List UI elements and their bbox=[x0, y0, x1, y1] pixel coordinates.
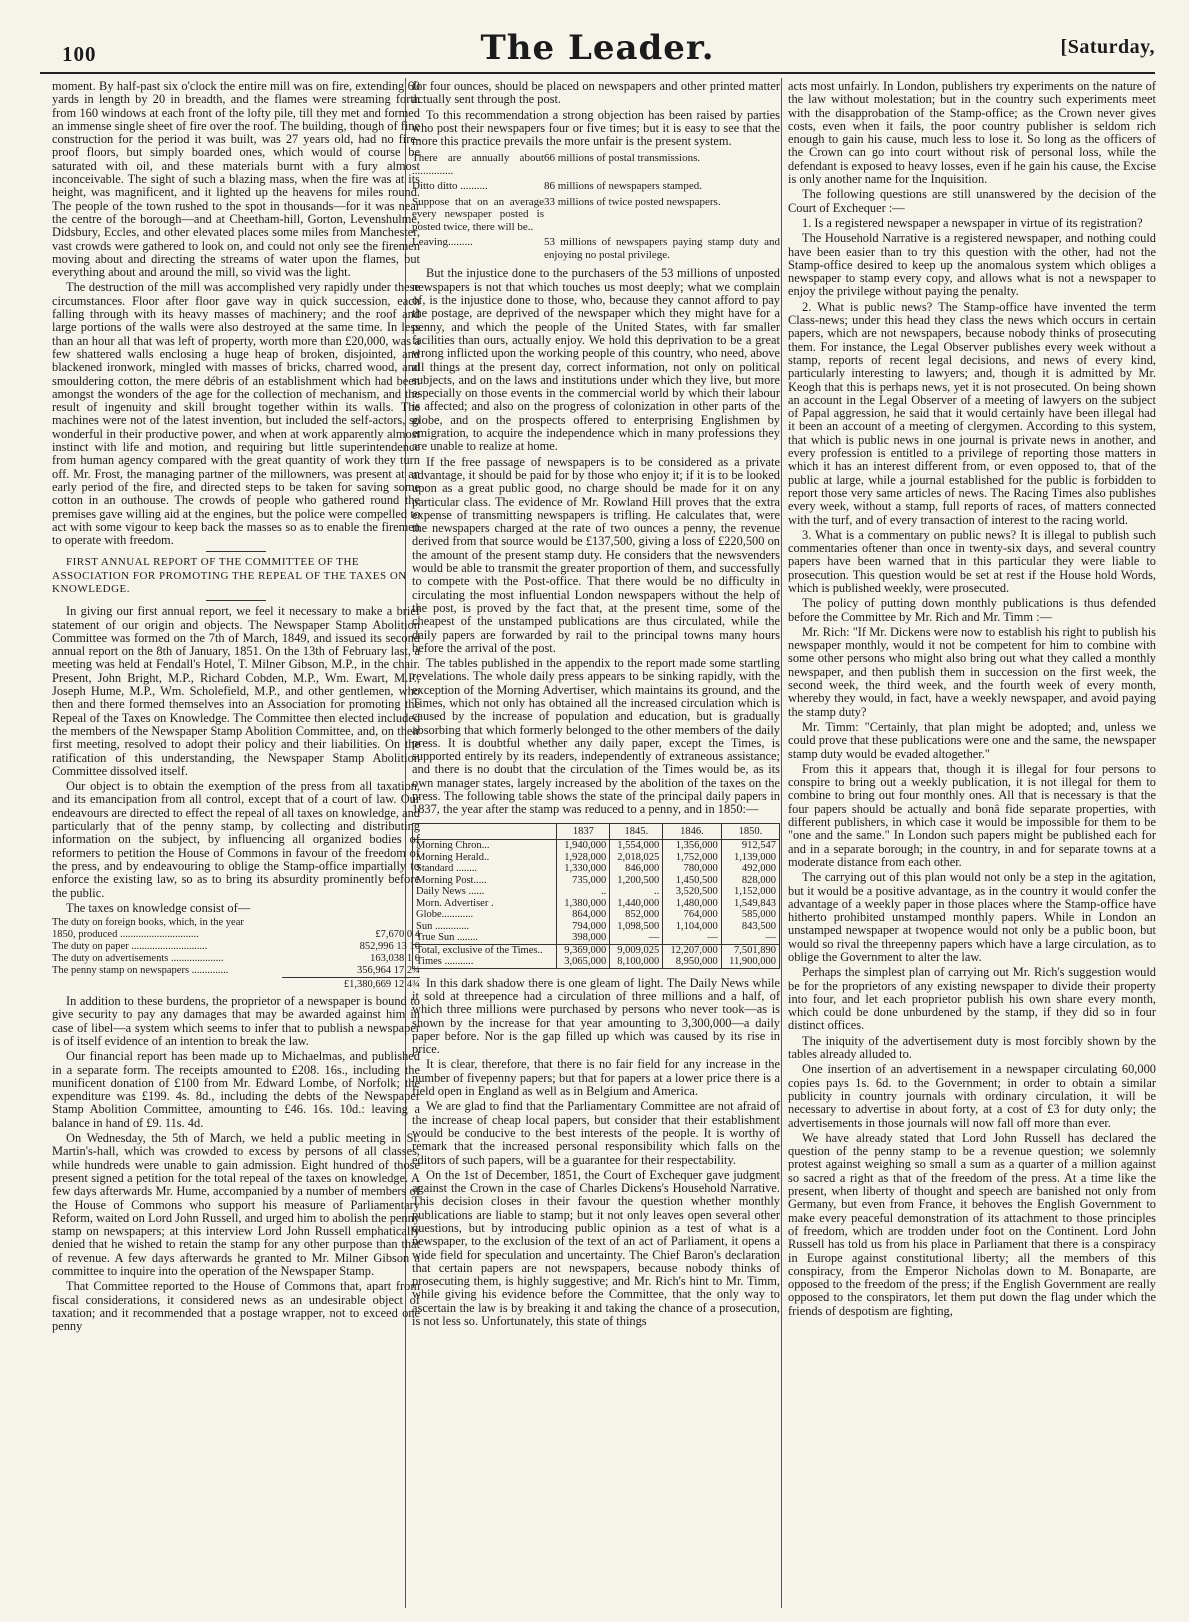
page-number: 100 bbox=[62, 42, 97, 66]
table-row: Morning Post..... 735,000 1,200,500 1,450,500 828,000 bbox=[413, 875, 780, 887]
paragraph: for four ounces, should be placed on newspapers and other printed matter actually sent through the post. bbox=[412, 80, 780, 107]
tax-row: The penny stamp on newspapers .............. 356,964 17 2¾ bbox=[52, 965, 420, 977]
postal-row: Leaving......... 53 millions of newspapers paying stamp duty and enjoying no postal privilege. bbox=[412, 236, 780, 261]
issue-day: [Saturday, bbox=[1060, 36, 1155, 58]
postal-row: There are annually about ............... 66 millions of postal transmissions. bbox=[412, 152, 701, 177]
page-header bbox=[40, 20, 1155, 68]
paragraph: We are glad to find that the Parliamentary Committee are not afraid of the increase of cheap local papers, but consider that their establishment would be conducive to the best interests of the people. It is worthy of remark that the increased personal responsibility which falls on the editors of such papers, will be a guarantee for their respectability. bbox=[412, 1099, 780, 1167]
table-header: 1837 bbox=[557, 823, 610, 840]
table-row: Globe............ 864,000 852,000 764,000 585,000 bbox=[413, 909, 780, 921]
column-1 bbox=[52, 80, 420, 1608]
paragraph: moment. By half-past six o'clock the entire mill was on fire, extending 60 yards in length by 20 in breadth, and the flames were streaming forth from 160 windows at each front of the lofty pile, till they met and formed an immense single sheet of fire over the roof. The building, though of fine construction for the period it was built, was 27 years old, had no fire-proof floors, but simply boarded ones, which would of course be saturated with oil, and these materials burnt with a fury almost inconceivable. The sight of such a blazing mass, when the fire was at its height, was magnificent, and it lighted up the heavens for miles round. The people of the town rushed to the spot in thousands—for it was near the centre of the borough—and at Cheetham-hill, Gorton, Levenshulme, Didsbury, Eccles, and other elevated places some miles from Manchester, vast crowds were gathered to look on, and could not only see the firemen moving about and directing the streams of water upon the flames, but everything about and around the mill, so vivid was the light. bbox=[52, 80, 420, 280]
paragraph: Our financial report has been made up to Michaelmas, and published in a separate form. The receipts amounted to £208. 16s., including the munificent donation of £100 from Mr. Edward Lombe, of Norfolk; the expenditure was £199. 4s. 8d., including the debts of the Newspaper Stamp Abolition Committee, amounting to £46. 16s. 10d.: leaving a balance in hand of £9. 11s. 4d. bbox=[52, 1049, 420, 1130]
table-header: 1850. bbox=[721, 823, 779, 840]
section-rule bbox=[206, 600, 266, 601]
paragraph: 2. What is public news? The Stamp-office have invented the term Class-news; under this head they class the news which occurs in certain papers, which are not newspapers, because nobody thinks of prosecuting them. For instance, the Legal Observer publishes every week without a stamp, reports of recent legal decisions, and news of every kind, particularly interesting to lawyers; and, though it is admitted by Mr. Keogh that this is perhaps news, yet it is not prosecuted. On being shown an account in the Legal Observer of a meeting of lawyers on the subject of Papal aggression, he said that it would certainly have been illegal had it been an account of a meeting of clergymen. According to this system, that which is public news in one journal is private news in another, and every profession is entitled to a privilege of reporting those matters in which it has an interest different from, or even opposed to, that of the public at large, while a journal established for the public is forbidden to report those very same articles of news. The Racing Times also publishes every week, without a stamp, full reports of races, of matters connected with the turf, and of every transaction of interest to the racing world. bbox=[788, 299, 1156, 527]
paragraph: 3. What is a commentary on public news? It is illegal to publish such commentaries oftener than once in twenty-six days, and several country papers have been warned that in this particular they were liable to prosecution. This question would be set at rest if the House hold Words, which is published weekly, were prosecuted. bbox=[788, 527, 1156, 595]
paragraph: The following questions are still unanswered by the decision of the Court of Exchequer :— bbox=[788, 187, 1156, 215]
postal-row: Suppose that on an average every newspaper posted is posted twice, there will be.. 33 millions of twice posted newspapers. bbox=[412, 195, 721, 233]
paragraph: It is clear, therefore, that there is no fair field for any increase in the number of fivepenny papers; but that for papers at a lower price there is a field open in England as well as in Belgium and America. bbox=[412, 1057, 780, 1099]
paragraph: acts most unfairly. In London, publishers try experiments on the nature of the law without molestation; but in the country such experiments meet with the disapprobation of the Stamp-office; as the Crown never gives costs, even when it fails, the poor country publisher is seldom rich enough to gain his cause, much less to lose it. So long as the officers of the Crown can go into court without risk of personal loss, while the defendant is exposed to heavy losses, even if he gain his cause, the Excise is only another name for the Inquisition. bbox=[788, 80, 1156, 187]
table-row: Morning Chron... 1,940,000 1,554,000 1,356,000 912,547 bbox=[413, 840, 780, 852]
paragraph: On the 1st of December, 1851, the Court of Exchequer gave judgment against the Crown in the case of Charles Dickens's Household Narrative. This decision closes in their favour the question whether monthly publications are liable to stamp; but it not only leaves open several other questions, but by introducing public opinion as a test of what is a newspaper, to the exclusion of the text of an act of Parliament, it opens a wide field for speculation and uncertainty. The Chief Baron's declaration that certain papers are not newspapers, because nobody thinks of prosecuting them, is highly suggestive; and Mr. Rich's hint to Mr. Timm, while giving his evidence before the Committee, that the only way to ascertain the law is by breaking it and taking the chance of a prosecution, is not less so. Unfortunately, this state of things bbox=[412, 1167, 780, 1329]
column-3 bbox=[788, 80, 1156, 1608]
table-total-row: Total, exclusive of the Times.. 9,369,000 9,009,025 12,207,000 7,501,890 bbox=[413, 944, 780, 956]
paragraph: The Household Narrative is a registered newspaper, and nothing could have been easier than to try this question with the other, had not the Stamp-office desired to keep up the anomalous system which obliges a newspaper to stamp every copy, and allows what is not a newspaper to enjoy the privilege without paying the penalty. bbox=[788, 231, 1156, 299]
masthead-title: The Leader. bbox=[480, 28, 715, 68]
tax-row: 1850, produced .............................. £7,670 0 4 bbox=[52, 929, 420, 941]
tax-row: The duty on foreign books, which, in the year bbox=[52, 917, 244, 929]
postal-statistics bbox=[412, 152, 780, 261]
header-rule bbox=[40, 72, 1155, 74]
paragraph: We have already stated that Lord John Russell has declared the question of the penny stamp to be a revenue question; we solemnly protest against weighing so small a sum as a quarter of a million against so sacred a right as that of the freedom of the press. At a time like the present, when liberty of thought and speech are banished not only from Germany, but even from France, it behoves the English Government to make every peaceful demonstration of its attachment to those principles of freedom, which are trodden under foot on the Continent. Lord John Russell has told us from his place in Parliament that there is a conspiracy in Europe against constitutional liberty; all the members of this conspiracy, from the Emperor Nicholas down to M. Bonaparte, are opposed to the freedom of the press; if the English Government are really opposed to the conspirators, let them put down the flag under which the friends of despotism are fighting, bbox=[788, 1130, 1156, 1318]
paragraph: The carrying out of this plan would not only be a step in the agitation, but it would be a positive advantage, as in the country it would confer the advantage of a weekly paper in those places where the Stamp-office have hitherto prohibited unstamped monthly papers. While in London an unstamped newspaper at twopence would not only be a public boon, but would so rival the threepenny papers which have a large circulation, as to oblige the Government to alter the law. bbox=[788, 870, 1156, 964]
tax-row: The duty on paper ............................. 852,996 13 10 bbox=[52, 941, 420, 953]
paragraph: The tables published in the appendix to the report made some startling revelations. The whole daily press appears to be sinking rapidly, with the exception of the Morning Advertiser, which maintains its ground, and the Times, which not only has obtained all the increased circulation which is caused by the increase of population and education, but is gradually absorbing that which formerly belonged to the other members of the daily press. It is doubtful whether any daily paper, except the Times, is supported entirely by its readers, independently of extraneous assistance; and there is no doubt that the circulation of the Times would be, as its own manager states, largely increased by the abolition of the taxes on the press. The following table shows the state of the principal daily papers in 1837, the year after the stamp was reduced to a penny, and in 1850:— bbox=[412, 656, 780, 817]
section-heading: FIRST ANNUAL REPORT OF THE COMMITTEE OF THE ASSOCIATION FOR PROMOTING THE REPEAL OF THE TAXES ON KNOWLEDGE. bbox=[52, 556, 407, 595]
paragraph: In addition to these burdens, the proprietor of a newspaper is bound to give security to pay any damages that may be awarded against him in case of libel—a system which seems to infer that to publish a newspaper is of itself evidence of an intention to break the law. bbox=[52, 994, 420, 1048]
paragraph: From this it appears that, though it is illegal for four persons to conspire to bring out a weekly publication, it is not illegal for them to combine to bring out four monthly ones. All that is necessary is that the four papers should be actually and bonâ fide separate properties, with different publishers, in which case it would be impossible for them to be "one and the same." In London such papers might be published each for and in a separate borough; in the country, in and for separate towns at a moderate distance from each other. bbox=[788, 761, 1156, 869]
table-row: Morn. Advertiser . 1,380,000 1,440,000 1,480,000 1,549,843 bbox=[413, 898, 780, 910]
paragraph: In this dark shadow there is one gleam of light. The Daily News while it sold at threepence had a circulation of three millions and a half, of which three millions were purchased by persons who never took—as is shown by the increase for that year amounting to 3,300,000—a daily paper before. Nor is the gap filled up which was caused by its rise in price. bbox=[412, 975, 780, 1057]
table-row: Daily News ...... .. .. 3,520,500 1,152,000 bbox=[413, 886, 780, 898]
taxes-list bbox=[52, 917, 420, 991]
column-2 bbox=[412, 80, 780, 1608]
table-row: Morning Herald.. 1,928,000 2,018,025 1,752,000 1,139,000 bbox=[413, 852, 780, 864]
table-row: True Sun ........ 398,000 — — — bbox=[413, 932, 780, 944]
table-row: Sun ............. 794,000 1,098,500 1,104,000 843,500 bbox=[413, 921, 780, 933]
table-header bbox=[413, 823, 557, 840]
paragraph: On Wednesday, the 5th of March, we held a public meeting in St. Martin's-hall, which was crowded to excess by persons of all classes, while hundreds were unable to gain admission. Eight hundred of those present signed a petition for the total repeal of the taxes on knowledge. A few days afterwards Mr. Hume, accompanied by a number of members of the House of Commons who support his measure of Parliamentary Reform, waited on Lord John Russell, and urged him to abolish the penny stamp on newspapers; at this interview Lord John Russell emphatically denied that he wished to retain the stamp for any other purpose than that of revenue. A few days afterwards he granted to Mr. Milner Gibson a committee to inquire into the operation of the Newspaper Stamp. bbox=[52, 1131, 420, 1279]
table-header: 1845. bbox=[610, 823, 663, 840]
paragraph: The iniquity of the advertisement duty is most forcibly shown by the tables already alluded to. bbox=[788, 1033, 1156, 1062]
paragraph: The destruction of the mill was accomplished very rapidly under these circumstances. Floor after floor gave way in quick succession, each falling through with its heavy masses of machinery; and the roof and large portions of the walls were also destroyed at the same time. In less than an hour all that was left of property, worth more than £20,000, was a few shattered walls enclosing a huge heap of broken, disjointed, and blackened ironwork, mingled with masses of bricks, charred wood, and smouldering cotton, the mere débris of an establishment which had been amongst the wonders of the age for the collection of mechanism, and the result of ingenuity and skill brought together within its walls. The machines were not of the latest invention, but included the self-actors, so wonderful in their productive power, and when at work apparently almost instinct with life and motion, and requiring but little superintendence from human agency compared with the great quantity of work they turn off. Mr. Frost, the managing partner of the millowners, was present at an early period of the fire, and directed steps to be taken for saving some cotton in an outhouse. The crowds of people who gathered round the premises gave willing aid at the engines, but the police were compelled to act with some vigour to keep back the masses so as to enable the firemen to operate with freedom. bbox=[52, 280, 420, 548]
paragraph: To this recommendation a strong objection has been raised by parties who post their newspapers four or five times; but it is easy to see that the more this practice prevails the more unfair is the present system. bbox=[412, 107, 780, 149]
paragraph: The policy of putting down monthly publications is thus defended before the Committee by Mr. Rich and Mr. Timm :— bbox=[788, 596, 1156, 624]
paragraph: Mr. Timm: "Certainly, that plan might be adopted; and, unless we could prove that these publications were one and the same, the newspaper stamp duty would be evaded altogether." bbox=[788, 719, 1156, 761]
tax-row: The duty on advertisements .................... 163,038 1 0 bbox=[52, 953, 420, 965]
paragraph: Mr. Rich: "If Mr. Dickens were now to establish his right to publish his newspaper monthly, would it not be competent for him to combine with some other persons who might also bring out what they called a monthly newspaper, and then publish them in succession on the first week, the second week, the third week, and the fourth week of every month, whereby they would, in fact, have a weekly newspaper, and avoid paying the stamp duty? bbox=[788, 624, 1156, 719]
circulation-table bbox=[412, 823, 780, 969]
paragraph: One insertion of an advertisement in a newspaper circulating 60,000 copies pays 1s. 6d. to the Government; in order to obtain a similar publicity in country journals with ordinary circulation, it will be necessary to advertise in about forty, at a cost of £3 for duty only; the advertisements in those journals will now fall off more than ever. bbox=[788, 1062, 1156, 1130]
table-row: Standard ........ 1,330,000 846,000 780,000 492,000 bbox=[413, 863, 780, 875]
paragraph: Our object is to obtain the exemption of the press from all taxation, and its emancipation from all control, except that of a court of law. Our endeavours are directed to effect the repeal of all taxes on knowledge, and particularly that of the penny stamp, by collecting and distributing information on the subject, by influencing all organized bodies of reformers to petition the House of Commons in favour of the freedom of the press, and by endeavouring to oblige the Stamp-office impartially to enforce the existing law, so as to bring its absurdity prominently before the public. bbox=[52, 779, 420, 900]
table-times-row: Times ........... 3,065,000 8,100,000 8,950,000 11,900,000 bbox=[413, 956, 780, 968]
taxes-total: £1,380,669 12 4¾ bbox=[282, 977, 420, 991]
paragraph: In giving our first annual report, we feel it necessary to make a brief statement of our origin and objects. The Newspaper Stamp Abolition Committee was formed on the 7th of March, 1849, and issued its second annual report on the 8th of January, 1851. On the 13th of February last, a meeting was held at Fendall's Hotel, T. Milner Gibson, M.P., in the chair. Present, John Bright, M.P., Richard Cobden, M.P., Wm. Ewart, M.P., Joseph Hume, M.P., Wm. Scholefield, M.P., and other gentlemen, who then and there formed themselves into an Association for promoting the Repeal of the Taxes on Knowledge. The Committee then elected included the members of the Newspaper Stamp Abolition Committee, and, on their first meeting, resolved to adopt their policy and their liabilities. On the ratification of this understanding, the Newspaper Stamp Abolition Committee dissolved itself. bbox=[52, 604, 420, 778]
paragraph: The taxes on knowledge consist of— bbox=[66, 900, 251, 915]
paragraph: That Committee reported to the House of Commons that, apart from fiscal considerations, it considered news as an undesirable object of taxation; and it recommended that a postage wrapper, not to exceed one penny bbox=[52, 1279, 420, 1334]
paragraph: Perhaps the simplest plan of carrying out Mr. Rich's suggestion would be for the proprietors of any existing newspaper to divide their property into four, and let each proprietor publish his own share every month, which could be done unburdened by the stamp, if they did so in four distinct offices. bbox=[788, 965, 1156, 1033]
paragraph: But the injustice done to the purchasers of the 53 millions of unposted newspapers is not that which touches us most deeply; what we complain of, is the injustice done to those, who, because they cannot afford to pay the postage, are deprived of the newspaper which they might have for a penny, and which the people of the United States, with far smaller facilities than ours, actually enjoy. We hold this deprivation to be a great wrong inflicted upon the working people of this country, who need, above all things at the present day, correct information, not only on political subjects, and on the laws and institutions under which they live, but more especially on those events in the commercial world by which their labour is affected; and also on the progress of colonization in other parts of the globe, and on the prospects offered to enterprising Englishmen by emigration, to acquire the independence which in many professions they are unable to realize at home. bbox=[412, 266, 780, 454]
section-rule bbox=[206, 551, 266, 552]
paragraph: 1. Is a registered newspaper a newspaper in virtue of its registration? bbox=[802, 215, 1143, 230]
postal-row: Ditto ditto .......... 86 millions of newspapers stamped. bbox=[412, 180, 702, 193]
paragraph: If the free passage of newspapers is to be considered as a private advantage, it should be paid for by those who enjoy it; if it is to be looked upon as a great public good, no charge should be made for it on any particular class. The evidence of Mr. Rowland Hill proves that the extra expense of transmitting newspapers is trifling. He calculates that, were the newspapers charged at the rate of two ounces a penny, the revenue derived from that source would be £137,500, giving a loss of £220,500 on the amount of the present stamp duty. He considers that the newsvenders would be able to transmit the greater proportion of them, and successfully to compete with the Post-office. That there would be no difficulty in circulating the most influential London newspapers without the help of the post, is proved by the fact that, at the present time, some of the cheapest of the unstamped publications are thus circulated, while the daily papers are forwarded by rail to the principal towns many hours before the arrival of the post. bbox=[412, 454, 780, 655]
column-divider bbox=[781, 78, 782, 1608]
table-header-row bbox=[413, 823, 780, 840]
table-header: 1846. bbox=[663, 823, 722, 840]
